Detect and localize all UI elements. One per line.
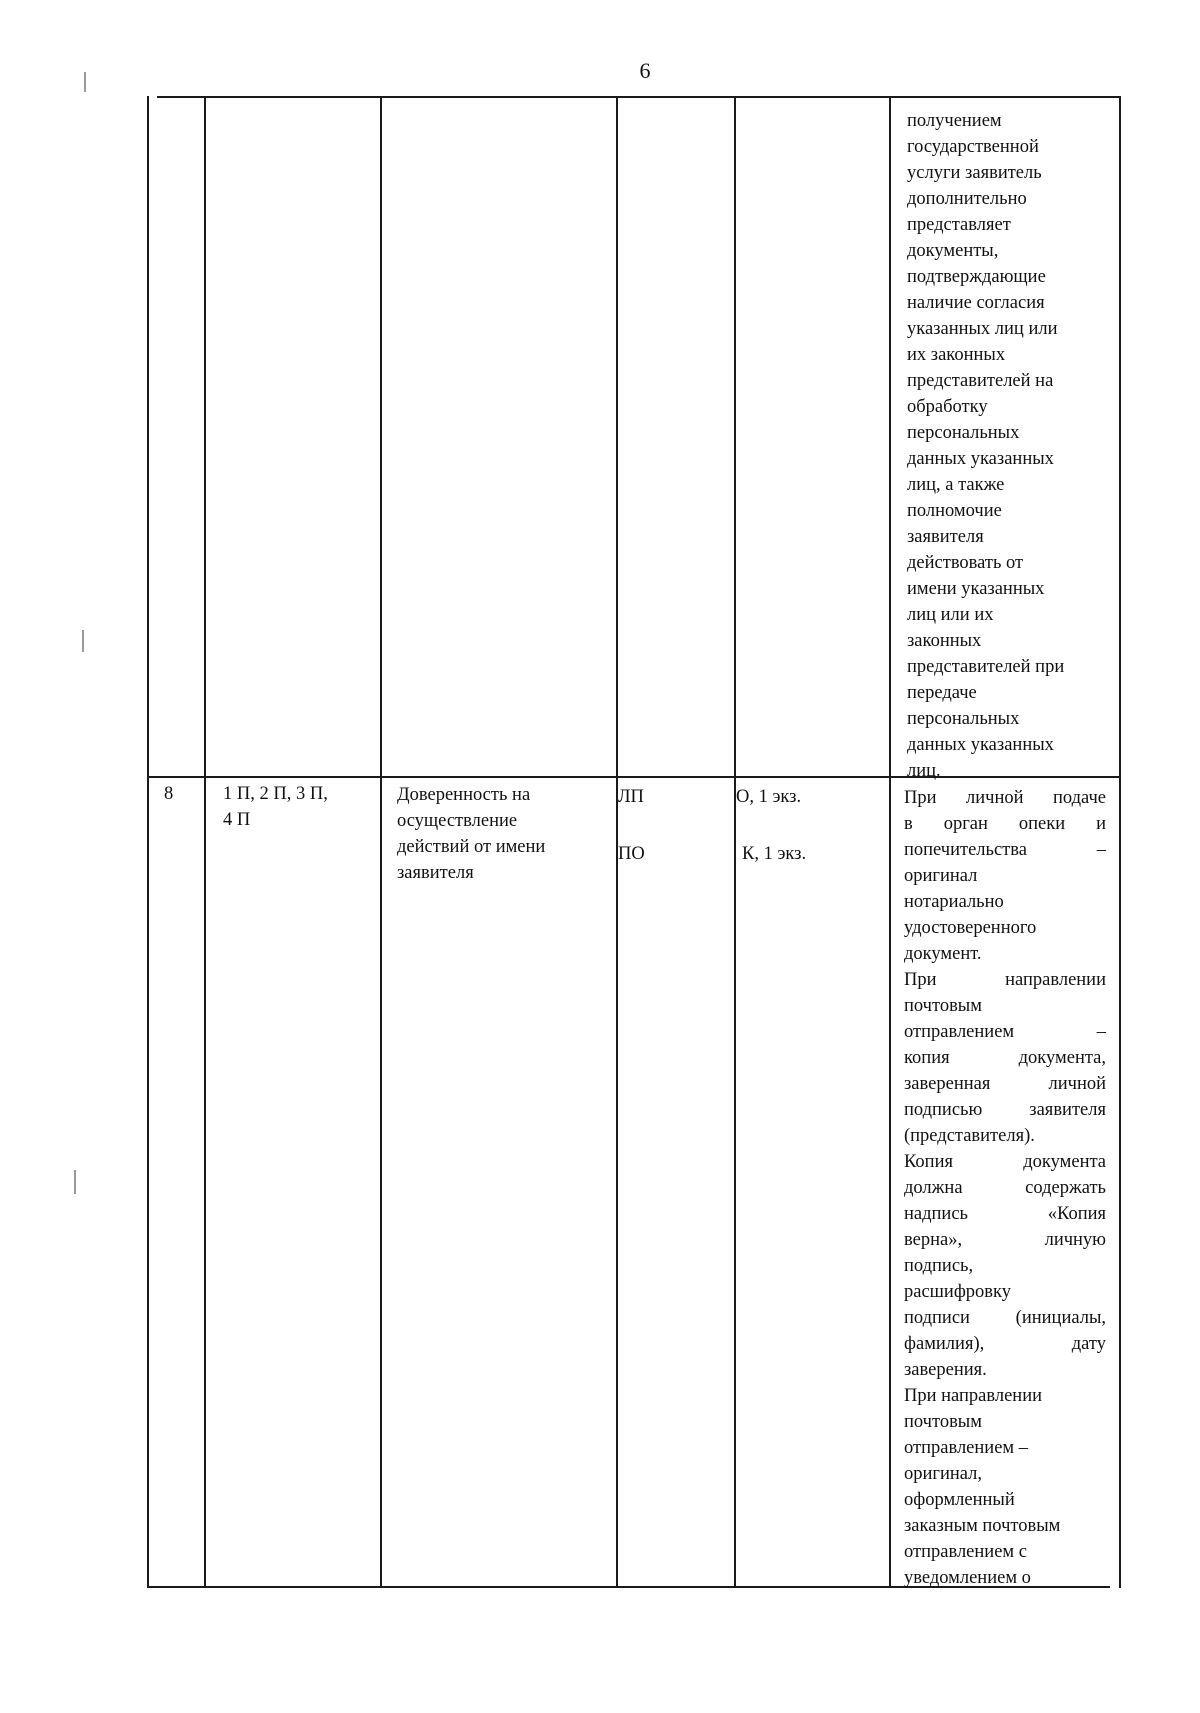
text-line: данных указанных (907, 449, 1054, 469)
text-line: фамилия), дату (904, 1334, 1106, 1354)
text-line: представляет (907, 215, 1011, 235)
text-line: нотариально (904, 892, 1004, 912)
column-divider (204, 96, 206, 1588)
text-line: подписи (инициалы, (904, 1308, 1106, 1328)
text-line: действовать от (907, 553, 1024, 573)
text-line: Доверенность на (397, 785, 531, 805)
text-line: отправлением с (904, 1542, 1027, 1562)
column-divider (380, 96, 382, 1588)
text-line: расшифровку (904, 1282, 1012, 1302)
text-line: подписью заявителя (904, 1100, 1106, 1120)
submission-method-post: ПО (618, 844, 645, 864)
applicant-categories-cell (223, 781, 328, 833)
text-line: удостоверенного (904, 918, 1037, 938)
text-line: передаче (907, 683, 977, 703)
text-line: государственной (907, 137, 1039, 157)
text-line: оригинал, (904, 1464, 983, 1484)
notes-cell (907, 108, 1107, 784)
text-line: При личной подаче (904, 788, 1106, 808)
text-line: заверения. (904, 1360, 987, 1380)
text-line: почтовым (904, 1412, 982, 1432)
text-line: получением (907, 111, 1002, 131)
text-line: Копия документа (904, 1152, 1106, 1172)
document-form-original: О, 1 экз. (736, 787, 802, 807)
text-line: документ. (904, 944, 982, 964)
text-line: заверенная личной (904, 1074, 1106, 1094)
text-line: оформленный (904, 1490, 1015, 1510)
text-line: 1 П, 2 П, 3 П, (223, 784, 328, 804)
text-line: При направлении (904, 1386, 1043, 1406)
text-line: подпись, (904, 1256, 974, 1276)
text-line: документы, (907, 241, 999, 261)
text-line: их законных (907, 345, 1006, 365)
column-divider (734, 96, 736, 1588)
text-line: данных указанных (907, 735, 1054, 755)
text-line: представителей на (907, 371, 1054, 391)
page-number: 6 (639, 58, 651, 83)
scan-margin-mark (82, 630, 84, 652)
column-divider (889, 96, 891, 1588)
scan-margin-mark (84, 72, 86, 92)
table-border-top (157, 96, 1121, 98)
text-line: указанных лиц или (907, 319, 1058, 339)
submission-method-personal: ЛП (618, 787, 644, 807)
text-line: лиц, а также (907, 475, 1005, 495)
text-line: услуги заявитель (907, 163, 1042, 183)
text-line: (представителя). (904, 1126, 1035, 1146)
text-line: полномочие (907, 501, 1002, 521)
text-line: При направлении (904, 970, 1106, 990)
text-line: обработку (907, 397, 988, 417)
text-line: 4 П (223, 810, 251, 830)
text-line: почтовым (904, 996, 982, 1016)
text-line: оригинал (904, 866, 978, 886)
document-form-copy: К, 1 экз. (742, 844, 807, 864)
text-line: в орган опеки и (904, 814, 1106, 834)
text-line: наличие согласия (907, 293, 1045, 313)
text-line: персональных (907, 423, 1020, 443)
text-line: подтверждающие (907, 267, 1046, 287)
scan-margin-mark (74, 1170, 76, 1194)
text-line: заказным почтовым (904, 1516, 1061, 1536)
text-line: лиц или их (907, 605, 994, 625)
text-line: уведомлением о (904, 1568, 1031, 1588)
text-line: копия документа, (904, 1048, 1106, 1068)
table-border-right (1119, 96, 1121, 1588)
text-line: заявителя (397, 863, 474, 883)
table-border-left (147, 96, 149, 1588)
documents-table (147, 96, 1121, 1588)
text-line: заявителя (907, 527, 984, 547)
requirements-notes-cell (904, 785, 1106, 1591)
text-line: представителей при (907, 657, 1065, 677)
text-line: имени указанных (907, 579, 1045, 599)
text-line: персональных (907, 709, 1020, 729)
text-line: осуществление (397, 811, 518, 831)
text-line: дополнительно (907, 189, 1027, 209)
text-line: действий от имени (397, 837, 546, 857)
text-line: законных (907, 631, 982, 651)
text-line: отправлением – (904, 1438, 1028, 1458)
text-line: должна содержать (904, 1178, 1106, 1198)
row-number: 8 (164, 784, 174, 804)
text-line: верна», личную (904, 1230, 1106, 1250)
text-line: лиц. (907, 761, 941, 781)
text-line: попечительства – (904, 840, 1106, 860)
text-line: отправлением – (904, 1022, 1106, 1042)
document-name-cell (397, 782, 545, 886)
text-line: надпись «Копия (904, 1204, 1106, 1224)
